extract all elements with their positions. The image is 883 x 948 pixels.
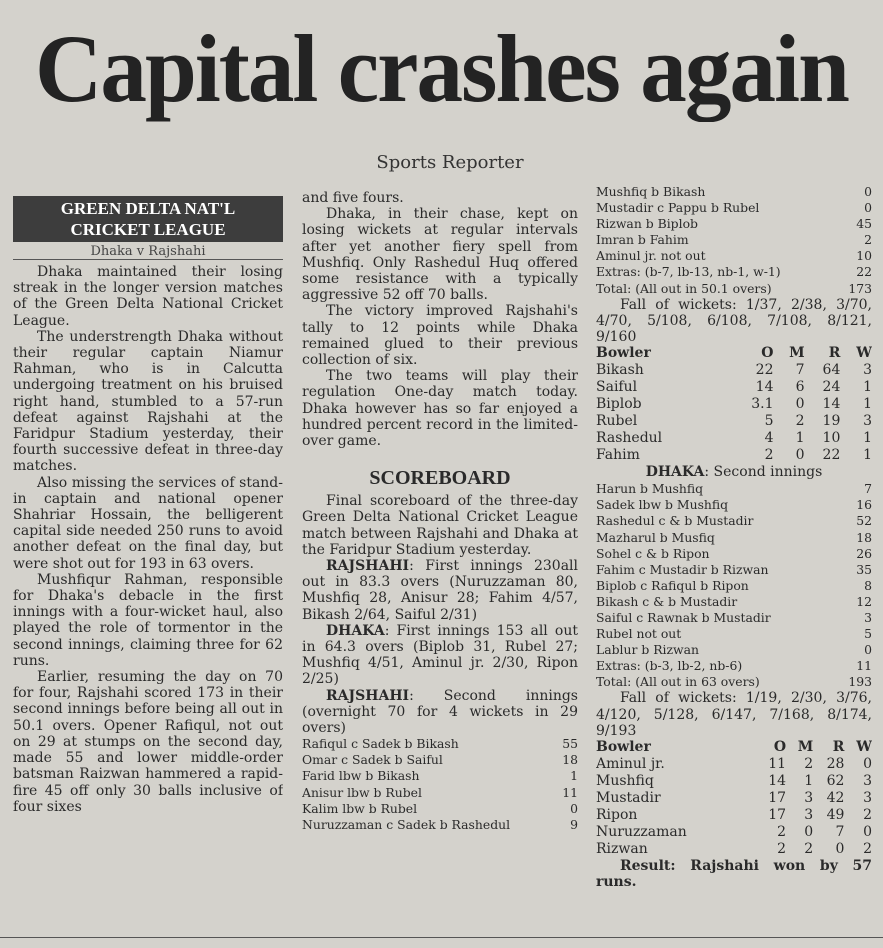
story-column-1 [13,264,283,924]
bowling-row: Mushfiq 14 1 62 3 [596,773,872,790]
bowling-row: Nuruzzaman 2 0 7 0 [596,824,872,841]
bowling-row: Aminul jr. 11 2 28 0 [596,756,872,773]
bowling-row: Mustadir 17 3 42 3 [596,790,872,807]
bowling-row: Rizwan 2 2 0 2 [596,841,872,858]
extras-row: Extras: (b-7, lb-13, nb-1, w-1) 22 [596,264,872,280]
rajshahi-bowling-table [596,739,872,858]
batting-row: Farid lbw b Bikash 1 [302,768,578,784]
batting-row: Saiful c Rawnak b Mustadir 3 [596,610,872,626]
batting-row: Kalim lbw b Rubel 0 [302,800,578,816]
page-rule [0,937,883,938]
batting-row: Omar c Sadek b Saiful 18 [302,752,578,768]
batting-row: Mushfiq b Bikash 0 [596,184,872,199]
story-paragraph: The understrength Dhaka without their regular captain Niamur Rahman, who is in Calcutta undergoing treatment on his bruised right hand, stumbled to a 57-run defeat against Rajshahi at the Faridpur Stadium yesterday, their fourth successive defeat in three-day matches. [13,328,283,475]
dhaka-batting [596,481,872,690]
match-result: Result: Rajshahi won by 57 runs. [596,858,872,891]
innings-summary: : First innings 230all out in 83.3 overs (Nuruzzaman 80, Mushfiq 28, Anisur 28; Fahim 4/57, Bikash 2/64, Saiful 2/31) [302,558,578,623]
bowling-row: Biplob 3.1 0 14 1 [596,396,872,413]
rajshahi-second-innings-header [302,688,578,737]
dhaka-bowling-table [596,345,872,464]
story-paragraph: Dhaka, in their chase, kept on losing wickets at regular intervals after yet another fiery spell from Mushfiq. Only Rashedul Huq offered some resistance with a typically aggressive 52 off 70 balls. [302,206,578,304]
rajshahi-fall-of-wickets: Fall of wickets: 1/37, 2/38, 3/70, 4/70, 5/108, 6/108, 7/108, 8/121, 9/160 [596,296,872,346]
dhaka-fall-of-wickets: Fall of wickets: 1/19, 2/30, 3/76, 4/120, 5/128, 6/147, 7/168, 8/174, 9/193 [596,690,872,739]
batting-row: Bikash c & b Mustadir 12 [596,593,872,609]
bowling-row: Rashedul 4 1 10 1 [596,430,872,447]
batting-row: Fahim c Mustadir b Rizwan 35 [596,561,872,577]
league-title-line1: GREEN DELTA NAT'L [60,199,236,218]
story-paragraph: The victory improved Rajshahi's tally to 12 points while Dhaka remained glued to their previous collection of six. [302,303,578,369]
innings-summary: : First innings 153 all out in 64.3 overs (Biplob 31, Rubel 27; Mushfiq 4/51, Aminul jr. 2/30, Ripon 2/25) [302,622,578,688]
rajshahi-batting-part2 [596,184,872,297]
batting-row: Rizwan b Biplob 45 [596,216,872,232]
story-paragraph: Mushfiqur Rahman, responsible for Dhaka's debacle in the first innings with a four-wicket haul, also played the role of tormentor in the second innings, claiming three for 62 runs. [13,571,283,669]
story-paragraph: Also missing the services of stand-in captain and national opener Shahriar Hossain, the belligerent capital side needed 250 runs to avoid another defeat on the final day, but were shot out for 193 in 63 overs. [13,474,283,572]
story-paragraph: The two teams will play their regulation One-day match today. Dhaka however has so far enjoyed a hundred percent record in the limited-over game. [302,368,578,450]
byline: Sports Reporter [376,152,524,173]
dhaka-first-innings [302,623,578,688]
bowling-row: Bikash 22 7 64 3 [596,362,872,379]
league-box [13,196,283,242]
scoreboard-title: SCOREBOARD [369,467,511,490]
total-row: Total: (All out in 50.1 overs) 173 [596,280,872,296]
scoreboard-intro: Final scoreboard of the three-day Green Delta National Cricket League match between Rajshahi and Dhaka at the Faridpur Stadium yesterday. [302,493,578,558]
story-column-2 [302,190,578,930]
innings-label: : Second innings [704,464,823,481]
bowling-header-row: Bowler O M R W [596,739,872,756]
bowling-row: Fahim 2 0 22 1 [596,447,872,464]
extras-row: Extras: (b-3, lb-2, nb-6) 11 [596,658,872,674]
batting-row: Rashedul c & b Mustadir 52 [596,513,872,529]
league-subtitle: Dhaka v Rajshahi [13,244,283,260]
rajshahi-first-innings [302,558,578,623]
story-paragraph: Earlier, resuming the day on 70 for four, Rajshahi scored 173 in their second innings before being all out in 50.1 overs. Opener Rafiqul, not out on 29 at stumps on the second day, made 55 and lower middle-order batsman Raizwan hammered a rapid-fire 45 off only 30 balls inclusive of four sixes [13,669,283,815]
batting-row: Mustadir c Pappu b Rubel 0 [596,200,872,216]
bowling-row: Saiful 14 6 24 1 [596,379,872,396]
team-name: RAJSHAHI [326,687,410,704]
innings-summary: : Second innings (overnight 70 for 4 wickets in 29 overs) [302,687,578,737]
bowling-row: Rubel 5 2 19 3 [596,413,872,430]
bowling-header-row: Bowler O M R W [596,345,872,362]
batting-row: Imran b Fahim 2 [596,232,872,248]
batting-row: Rubel not out 5 [596,626,872,642]
team-name: DHAKA [326,622,385,639]
batting-row: Sohel c & b Ripon 26 [596,545,872,561]
rajshahi-batting-part1 [302,736,578,833]
batting-row: Anisur lbw b Rubel 11 [302,784,578,800]
total-row: Total: (All out in 63 overs) 193 [596,674,872,690]
story-paragraph: and five fours. [302,190,404,206]
batting-row: Biplob c Rafiqul b Ripon 8 [596,577,872,593]
scoreboard-column-3 [596,184,872,932]
batting-row: Sadek lbw b Mushfiq 16 [596,497,872,513]
batting-row: Rafiqul c Sadek b Bikash 55 [302,736,578,752]
headline: Capital crashes again [35,15,848,122]
batting-row: Lablur b Rizwan 0 [596,642,872,658]
team-name: DHAKA [645,464,705,481]
batting-row: Harun b Mushfiq 7 [596,481,872,497]
bowling-row: Ripon 17 3 49 2 [596,807,872,824]
team-name: RAJSHAHI [326,558,410,575]
batting-row: Aminul jr. not out 10 [596,248,872,264]
story-paragraph: Dhaka maintained their losing streak in the longer version matches of the Green Delta National Cricket League. [13,264,283,329]
batting-row: Nuruzzaman c Sadek b Rashedul 9 [302,816,578,832]
batting-row: Mazharul b Musfiq 18 [596,529,872,545]
dhaka-second-innings-header [596,464,872,481]
league-title-line2: CRICKET LEAGUE [70,220,226,239]
